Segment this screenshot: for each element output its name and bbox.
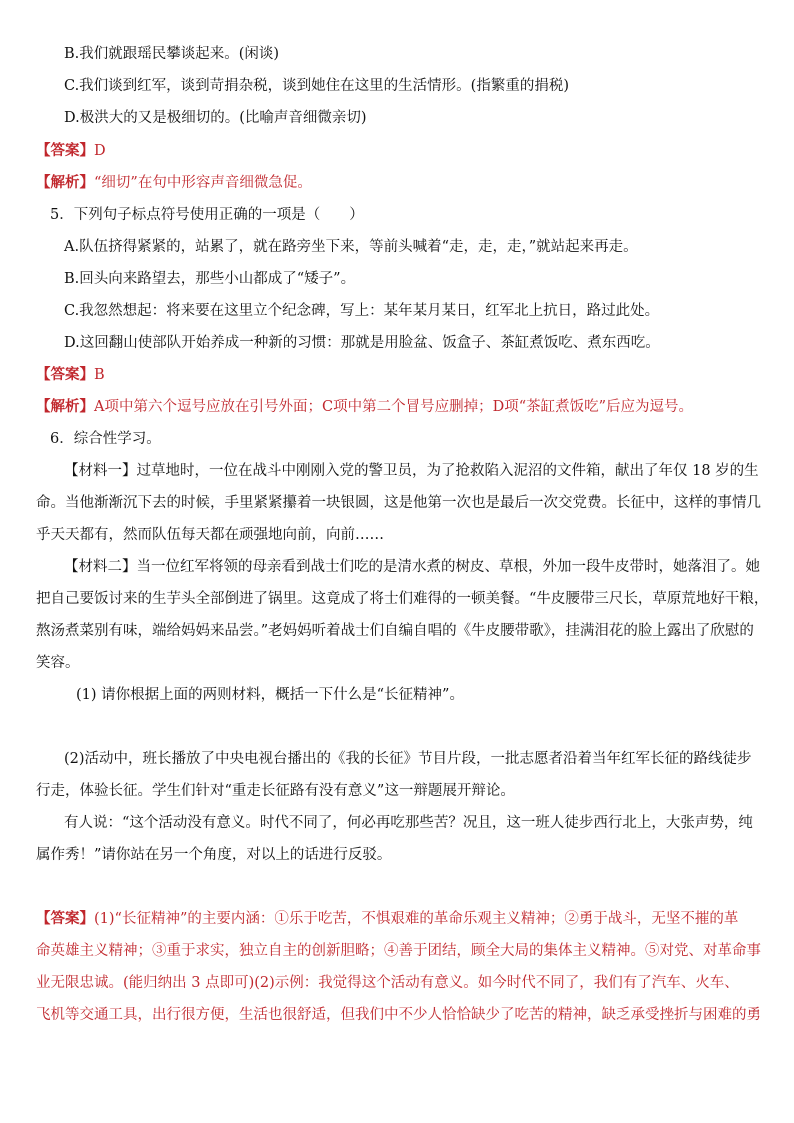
analysis-text: A项中第六个逗号应放在引号外面；C项中第二个冒号应删掉；D项“茶缸煮饭吃”后应为逗号。 [94, 399, 694, 415]
q6-material2-line: 笑容。 [36, 655, 80, 671]
q4-answer [36, 141, 106, 161]
q5-stem: 5．下列句子标点符号使用正确的一项是（ ） [50, 207, 364, 223]
q6-material1-line: 【材料一】过草地时，一位在战斗中刚刚入党的警卫员，为了抢救陷入泥沼的文件箱，献出了年仅 18 岁的生 [64, 463, 759, 479]
q6-stem: 6．综合性学习。 [50, 431, 161, 447]
q4-option-d: D.极洪大的又是极细切的。(比喻声音细微亲切) [64, 110, 367, 126]
analysis-tag: 【解析】 [36, 398, 94, 415]
q6-material1-line: 命。当他渐渐沉下去的时候，手里紧紧攥着一块银圆，这是他第一次也是最后一次交党费。长征中，这样的事情几 [36, 495, 761, 511]
analysis-text: “细切”在句中形容声音细微急促。 [94, 175, 312, 191]
q6-opinion-line: 属作秀！”请你站在另一个角度，对以上的话进行反驳。 [36, 847, 392, 863]
q6-material1-line: 乎天天都有，然而队伍每天都在顽强地向前，向前…… [36, 527, 384, 543]
q5-option-a: A.队伍挤得紧紧的，站累了，就在路旁坐下来，等前头喊着“走，走，走，”就站起来再走。 [64, 239, 638, 255]
q6-answer-line: 业无限忠诚。(能归纳出 3 点即可)(2)示例：我觉得这个活动有意义。如今时代不同了，我们有了汽车、火车、 [36, 975, 739, 991]
q6-material2-line: 【材料二】当一位红军将领的母亲看到战士们吃的是清水煮的树皮、草根，外加一段牛皮带时，她落泪了。她 [64, 559, 760, 575]
q4-option-c: C.我们谈到红军，谈到苛捐杂税，谈到她住在这里的生活情形。(指繁重的捐税) [64, 78, 569, 94]
answer-value: D [94, 143, 106, 159]
q4-analysis [36, 173, 312, 193]
q6-material2-line: 把自己要饭讨来的生芋头全部倒进了锅里。这竟成了将士们难得的一顿美餐。“牛皮腰带三尺长，草原荒地好干粮， [36, 591, 769, 607]
answer-tag: 【答案】 [36, 910, 94, 927]
answer-value: B [94, 367, 105, 383]
answer-text: (1)“长征精神”的主要内涵：①乐于吃苦，不惧艰难的革命乐观主义精神；②勇于战斗，无坚不摧的革 [94, 911, 739, 927]
q6-answer-line: 命英雄主义精神；③重于求实，独立自主的创新胆略；④善于团结，顾全大局的集体主义精神。⑤对党、对革命事 [36, 943, 761, 959]
q5-option-b: B.回头向来路望去，那些小山都成了“矮子”。 [64, 271, 356, 287]
q5-option-d: D.这回翻山使部队开始养成一种新的习惯：那就是用脸盆、饭盒子、茶缸煮饭吃、煮东西吃。 [64, 335, 660, 351]
q6-answer-line [36, 909, 738, 929]
q5-answer [36, 365, 105, 385]
q4-option-b: B.我们就跟瑶民攀谈起来。(闲谈) [64, 46, 280, 62]
answer-tag: 【答案】 [36, 366, 94, 383]
answer-tag: 【答案】 [36, 142, 94, 159]
q6-opinion-line: 有人说：“这个活动没有意义。时代不同了，何必再吃那些苦？况且，这一班人徒步西行北上，大张声势，纯 [64, 815, 753, 831]
analysis-tag: 【解析】 [36, 174, 94, 191]
q5-option-c: C.我忽然想起：将来要在这里立个纪念碑，写上：某年某月某日，红军北上抗日，路过此处。 [64, 303, 660, 319]
q6-subquestion-2-line: (2)活动中，班长播放了中央电视台播出的《我的长征》节目片段，一批志愿者沿着当年红军长征的路线徒步 [64, 751, 752, 767]
q5-analysis [36, 397, 693, 417]
q6-subquestion-2-line: 行走，体验长征。学生们针对“重走长征路有没有意义”这一辩题展开辩论。 [36, 783, 515, 799]
q6-answer-line: 飞机等交通工具，出行很方便，生活也很舒适，但我们中不少人恰恰缺少了吃苦的精神，缺乏承受挫折与困难的勇 [36, 1007, 761, 1023]
q6-material2-line: 熬汤煮菜别有味，端给妈妈来品尝。”老妈妈听着战士们自编自唱的《牛皮腰带歌》，挂满泪花的脸上露出了欣慰的 [36, 623, 754, 639]
q6-subquestion-1: (1) 请你根据上面的两则材料，概括一下什么是“长征精神”。 [76, 687, 464, 703]
